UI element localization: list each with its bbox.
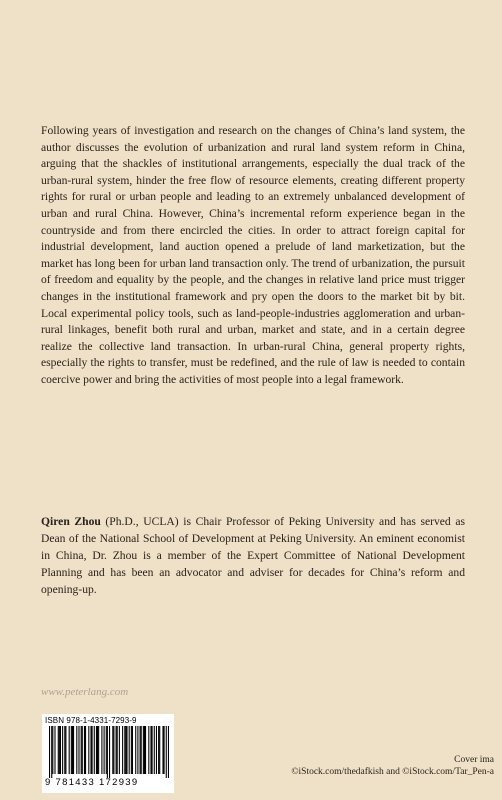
barcode-bar [84, 726, 85, 774]
barcode-bar [69, 726, 70, 774]
barcode-bar [90, 726, 91, 774]
barcode-bar [140, 726, 141, 774]
barcode-bar [158, 726, 159, 774]
barcode-bar [98, 726, 99, 774]
barcode-bar [72, 726, 73, 774]
barcode-bar [62, 726, 63, 774]
barcode-bar [96, 726, 97, 774]
barcode-bar [92, 726, 93, 774]
barcode-bar [113, 726, 114, 774]
barcode-bar [150, 726, 151, 774]
credits-line-2: ©iStock.com/thedafkish and ©iStock.com/Tar_Pen-a [291, 767, 494, 777]
barcode-bar [97, 726, 98, 774]
barcode-bar [60, 726, 61, 774]
barcode-bar [141, 726, 142, 774]
barcode-bar [168, 726, 169, 778]
barcode-bar [59, 726, 60, 774]
barcode-bar [129, 726, 130, 774]
barcode-bar [132, 726, 133, 774]
barcode-bar [49, 726, 50, 778]
isbn-barcode [42, 714, 174, 793]
barcode-bar [64, 726, 65, 774]
publisher-website[interactable]: www.peterlang.com [41, 686, 129, 698]
barcode-bar [85, 726, 86, 774]
barcode-bar [65, 726, 66, 774]
barcode-digits: 9 781433 172939 [45, 777, 139, 788]
credits-line-1: Cover ima [454, 755, 494, 765]
barcode-bars [49, 726, 169, 778]
barcode-bar [88, 726, 89, 774]
barcode-bar [145, 726, 146, 774]
barcode-bar [117, 726, 118, 774]
barcode-bar [137, 726, 138, 774]
author-bio [41, 513, 465, 598]
barcode-bar [54, 726, 55, 774]
barcode-bar [78, 726, 79, 774]
author-bio-text: (Ph.D., UCLA) is Chair Professor of Peking University and has served as Dean of the National School of Development at Peking University. An eminent economist in China, Dr. Zhou is a member of the Expert Committee of National Development Planning and has been an advocator and adviser for decades for China’s reform and opening-up. [41, 515, 466, 596]
barcode-bar [162, 726, 163, 774]
barcode-bar [51, 726, 52, 778]
barcode-bar [154, 726, 155, 774]
barcode-bar [104, 726, 105, 774]
barcode-bar [164, 726, 165, 774]
barcode-bar [135, 726, 136, 774]
barcode-bar [109, 726, 110, 778]
barcode-bar [58, 726, 59, 774]
barcode-bar [73, 726, 74, 774]
barcode-bar [166, 726, 167, 778]
barcode-bar [148, 726, 149, 774]
barcode-bar [52, 726, 53, 774]
barcode-bar [122, 726, 123, 774]
barcode-bar [143, 726, 144, 774]
barcode-bar [76, 726, 77, 774]
cover-image-credits [291, 754, 494, 778]
barcode-bar [71, 726, 72, 774]
barcode-bar [106, 726, 107, 774]
barcode-bar [126, 726, 127, 774]
barcode-bar [125, 726, 126, 774]
isbn-number: ISBN 978-1-4331-7293-9 [45, 716, 137, 725]
barcode-bar [82, 726, 83, 774]
barcode-bar [119, 726, 120, 774]
barcode-bar [112, 726, 113, 774]
barcode-bar [101, 726, 102, 774]
barcode-bar [156, 726, 157, 774]
barcode-bar [81, 726, 82, 774]
barcode-bar [159, 726, 160, 774]
book-description: Following years of investigation and research on the changes of China’s land system, the author discusses the evolution of urbanization and rural land system reform in China, arguing that the shackles of institutional arrangements, especially the dual track of the urban-rural system, hinder the free flow of resource elements, creating different property rights for rural or urban people and leading to an extremely unbalanced development of urban and rural China. However, China’s incremental reform experience began in the countryside and from there encircled the cities. In order to attract foreign capital for industrial development, land auction opened a prelude of land marketization, but the market has long been for urban land transaction only. The trend of urbanization, the pursuit of freedom and equality by the people, and the changes in relative land price must trigger changes in the institutional framework and pry open the doors to the market bit by bit. Local experimental policy tools, such as land-people-industries agglomeration and urban-rural linkages, benefit both rural and urban, market and state, and in a certain degree realize the collective land transaction. In urban-rural China, general property rights, especially the rights to transfer, must be redefined, and the rule of law is needed to contain coercive power and bring the activities of most people into a legal framework. [41, 124, 465, 386]
barcode-bar [107, 726, 108, 778]
barcode-bar [94, 726, 95, 774]
barcode-bar [144, 726, 145, 774]
barcode-bar [131, 726, 132, 774]
barcode-bar [152, 726, 153, 774]
barcode-bar [124, 726, 125, 774]
author-name: Qiren Zhou [41, 515, 101, 528]
barcode-bar [116, 726, 117, 774]
